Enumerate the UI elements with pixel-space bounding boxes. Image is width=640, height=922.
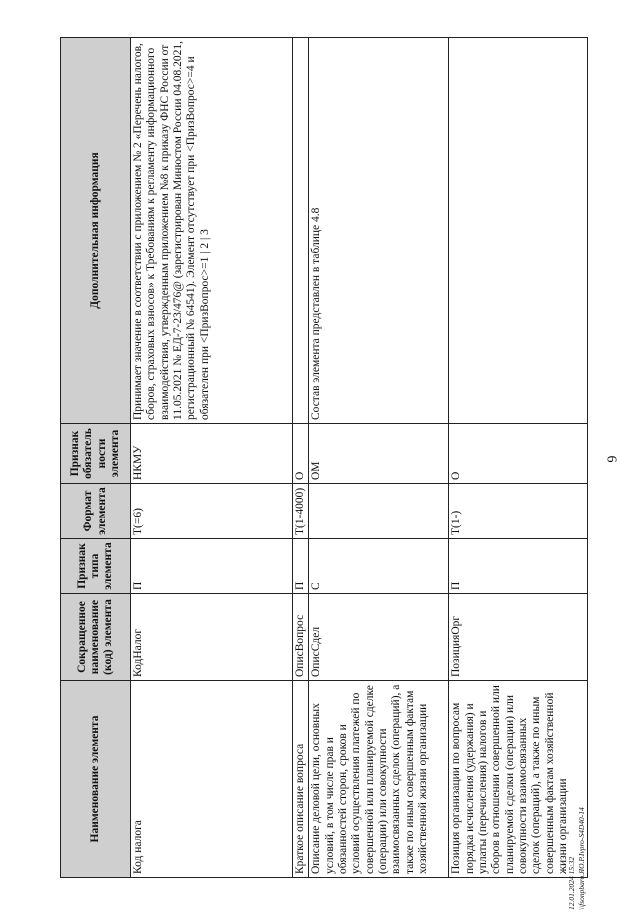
cell-format: T(1-4000) bbox=[293, 484, 309, 539]
table-row bbox=[293, 38, 309, 878]
table-row bbox=[131, 38, 293, 878]
cell-type: П bbox=[449, 539, 588, 594]
cell-required: НКМУ bbox=[131, 424, 293, 484]
cell-type: П bbox=[131, 539, 293, 594]
cell-info: Состав элемента представлен в таблице 4.8 bbox=[309, 38, 449, 424]
cell-code: ОписВопрос bbox=[293, 594, 309, 681]
cell-info: Принимает значение в соответствии с приложением № 2 «Перечень налогов, сборов, страховых взносов» к Требованиям к регламенту информационного взаимодействия, утвержденным приложением №8 к приказу ФНС России от 11.05.2021 № ЕД-7-23/476@ (зарегистрирован Минюстом России 04.08.2021, регистрационный № 64541). Элемент отсутствует при <ПризВопрос>=4 и обязателен при <ПризВопрос>=1 | 2 | 3 bbox=[131, 38, 293, 424]
cell-code: КодНалог bbox=[131, 594, 293, 681]
header-element-type: Признак типа элемента bbox=[61, 539, 131, 594]
cell-name: Код налога bbox=[131, 681, 293, 878]
header-element-required: Признак обязательности элемента bbox=[61, 424, 131, 484]
table-header-row bbox=[61, 38, 131, 878]
cell-type: П bbox=[293, 539, 309, 594]
cell-format: T(=6) bbox=[131, 484, 293, 539]
header-element-format: Формат элемента bbox=[61, 484, 131, 539]
footer-path: \\fsonpbaro.ЯО.P.Ivpro-S4D40-14 bbox=[577, 807, 586, 910]
document-sheet bbox=[60, 38, 587, 878]
header-element-name: Наименование элемента bbox=[61, 681, 131, 878]
cell-required: О bbox=[449, 424, 588, 484]
cell-type: С bbox=[309, 539, 449, 594]
cell-required: О bbox=[293, 424, 309, 484]
header-element-code: Сокращенное наименование (код) элемента bbox=[61, 594, 131, 681]
cell-code: ПозицияОрг bbox=[449, 594, 588, 681]
cell-format bbox=[309, 484, 449, 539]
cell-name: Краткое описание вопроса bbox=[293, 681, 309, 878]
cell-name: Позиция организации по вопросам порядка исчисления (удержания) и уплаты (перечисления) налогов и сборов в отношении совершенной или планируемой сделки (операции) или совокупности взаимосвязанных сделок (операций), а также по иным совершенным фактам хозяйственной жизни организации bbox=[449, 681, 588, 878]
page-number: 6 bbox=[603, 455, 619, 463]
cell-required: ОМ bbox=[309, 424, 449, 484]
table-row bbox=[449, 38, 588, 878]
table-row bbox=[309, 38, 449, 878]
cell-code: ОписСдел bbox=[309, 594, 449, 681]
rotated-table-container bbox=[60, 38, 587, 878]
header-additional-info: Дополнительная информация bbox=[61, 38, 131, 424]
cell-name: Описание деловой цели, основных условий, в том числе прав и обязанностей сторон, сроков и условий осуществления платежей по совершенной или планируемой сделке (операции) или совокупности взаимосвязанных сделок (операций), а также по иным совершенным фактам хозяйственной жизни организации bbox=[309, 681, 449, 878]
cell-info bbox=[293, 38, 309, 424]
cell-format: T(1-) bbox=[449, 484, 588, 539]
elements-table bbox=[60, 37, 588, 878]
cell-info bbox=[449, 38, 588, 424]
print-footer bbox=[565, 807, 599, 910]
footer-timestamp: 12.01.2024 15:32 bbox=[567, 856, 576, 910]
